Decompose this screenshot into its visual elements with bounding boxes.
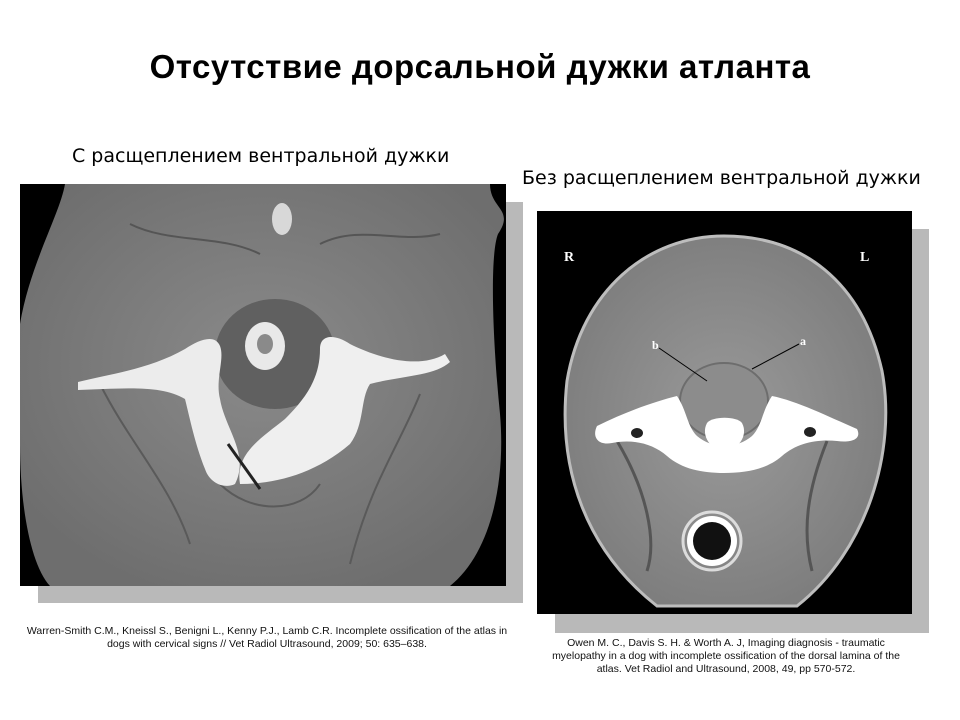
label-r: R [564,250,575,265]
slide-title: Отсутствие дорсальной дужки атланта [149,48,811,85]
left-ct-image [20,184,506,586]
left-caption: С расщеплением вентральной дужки [72,145,450,167]
label-b: b [652,338,659,352]
right-caption: Без расщеплением вентральной дужки [522,167,921,189]
label-l: L [860,250,870,265]
right-ct-image [537,211,912,614]
right-reference: Owen M. C., Davis S. H. & Worth A. J, Imaging diagnosis - traumatic myelopathy in a dog with incomplete ossification of the dorsal lamina of the atlas. Vet Radiol and Ultrasound, 2008, 49, pp 570-572. [552,637,900,675]
left-reference: Warren-Smith C.M., Kneissl S., Benigni L., Kenny P.J., Lamb C.R. Incomplete ossification of the atlas in dogs with cervical signs // Vet Radiol Ultrasound, 2009; 50: 635–638. [26,625,508,650]
label-a: a [800,334,806,348]
